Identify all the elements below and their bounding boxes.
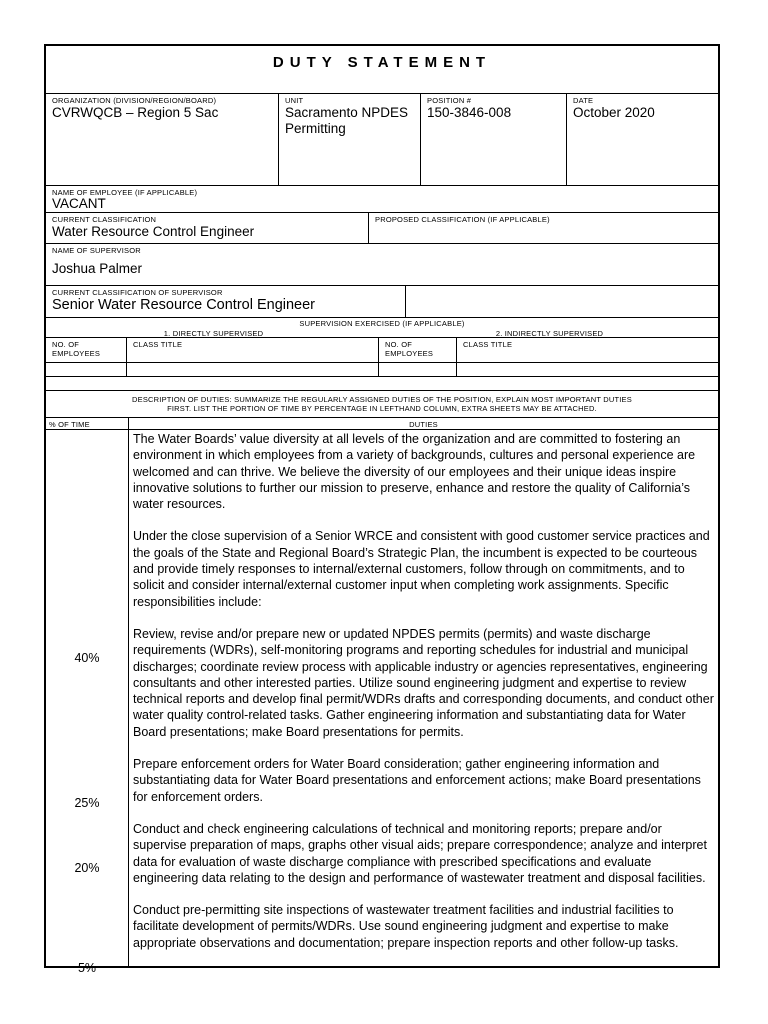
unit-cell (278, 94, 420, 185)
duty-paragraph: Conduct and check engineering calculations of technical and monitoring reports; prepare and/or supervise preparation of maps, graphs other visual aids; prepare correspondence; analyze and interpret data for evaluation of waste discharge compliance with prescribed specifications and evaluate engineering data relating to the design and performance of wastewater treatment and disposal facilities. (133, 821, 707, 885)
duties-body (46, 430, 718, 975)
duty-paragraph: Under the close supervision of a Senior WRCE and consistent with good customer service practices and the goals of the State and Regional Board’s Strategic Plan, the incumbent is expected to be courteous and provide timely responses to internal/external customers, follow through on commitments, and to solicit and consider internal/external customer input when completing work assignments. Specific responsibilities include: (133, 529, 710, 609)
duties-text-column (129, 430, 718, 966)
indirectly-supervised-cell (381, 328, 718, 337)
supervisor-label: NAME OF SUPERVISOR (52, 246, 141, 255)
current-classification-value: Water Resource Control Engineer (52, 224, 255, 239)
supervision-heading-row (46, 318, 718, 328)
duty-percent: 25% (74, 796, 100, 810)
directly-supervised-label: 1. DIRECTLY SUPERVISED (163, 329, 264, 337)
organization-label: ORGANIZATION (DIVISION/REGION/BOARD) (52, 96, 217, 105)
duty-paragraph: Prepare enforcement orders for Water Board consideration; gather engineering information and substantiating data for Water Board presentations and enforcement actions; make Board presentations for enforcement orders. (133, 757, 701, 804)
indirectly-supervised-label: 2. INDIRECTLY SUPERVISED (495, 329, 604, 337)
duty-percent: 5% (77, 961, 97, 975)
indirect-count-cell (378, 363, 456, 376)
supervisor-class-value: Senior Water Resource Control Engineer (52, 297, 316, 313)
position-label: POSITION # (427, 96, 472, 105)
form-title: DUTY STATEMENT (272, 54, 492, 71)
duties-header-row (46, 418, 718, 430)
direct-count-cell (46, 363, 126, 376)
proposed-classification-label: PROPOSED CLASSIFICATION (IF APPLICABLE) (375, 215, 550, 224)
supervisor-row (46, 244, 718, 286)
supervisor-value: Joshua Palmer (52, 261, 143, 276)
directly-supervised-cell (46, 328, 381, 337)
title-row (46, 46, 718, 94)
supervisor-class-spacer (405, 286, 469, 317)
description-line1: DESCRIPTION OF DUTIES: SUMMARIZE THE REGULARLY ASSIGNED DUTIES OF THE POSITION, EXPLAIN MOST IMPORTANT DUTIES (132, 395, 632, 404)
percent-header-cell (46, 418, 128, 429)
direct-employees-label: EMPLOYEES (52, 349, 101, 358)
employee-row (46, 186, 718, 213)
supervision-subheading-row (46, 328, 718, 338)
indirect-no-of-employees-cell (378, 338, 456, 362)
organization-value: CVRWQCB – Region 5 Sac (52, 105, 219, 120)
supervisor-class-cell (46, 286, 405, 317)
duties-header-cell (128, 418, 718, 429)
employee-value: VACANT (52, 196, 106, 211)
unit-label: UNIT (285, 96, 304, 105)
supervisor-class-row (46, 286, 718, 318)
duty-paragraph: Conduct pre-permitting site inspections of wastewater treatment facilities and industrial facilities to facilitate development of permits/WDRs. Use sound engineering judgment and expertise to make appropriate observations and documentation; prepare inspection reports and other follow-up tasks. (133, 903, 679, 950)
date-cell (566, 94, 718, 185)
direct-title-cell (126, 363, 378, 376)
duty-statement-form (44, 44, 720, 975)
employee-label: NAME OF EMPLOYEE (IF APPLICABLE) (52, 188, 198, 197)
supervision-data-row (46, 363, 718, 377)
duty-paragraph: The Water Boards’ value diversity at all levels of the organization and are committed to fostering an environment in which employees from a variety of backgrounds, cultures and personal experience are welcomed and can thrive. We believe the diversity of our employees and their unique ideas inspire innovative solutions to further our mission to preserve, enhance and restore the quality of California’s water resources. (133, 432, 696, 512)
indirect-class-title-label: CLASS TITLE (463, 340, 513, 349)
position-cell (420, 94, 566, 185)
duty-percent: 40% (74, 651, 100, 665)
supervisor-class-label: CURRENT CLASSIFICATION OF SUPERVISOR (52, 288, 223, 297)
description-line2: FIRST. LIST THE PORTION OF TIME BY PERCENTAGE IN LEFTHAND COLUMN, EXTRA SHEETS MAY BE ATTACHED. (167, 404, 597, 413)
indirect-class-title-cell (456, 338, 718, 362)
duties-header: DUTIES (409, 420, 438, 429)
header-row (46, 94, 718, 186)
indirect-title-cell (456, 363, 718, 376)
supervision-heading: SUPERVISION EXERCISED (IF APPLICABLE) (299, 319, 465, 328)
date-label: DATE (573, 96, 594, 105)
unit-value-line2: Permitting (285, 121, 346, 136)
date-value: October 2020 (573, 105, 655, 120)
direct-no-of-employees-cell (46, 338, 126, 362)
current-classification-cell (46, 213, 368, 243)
indirect-employees-label: EMPLOYEES (385, 349, 434, 358)
description-row (46, 391, 718, 418)
duty-percent: 20% (74, 861, 100, 875)
percent-header: % OF TIME (49, 420, 90, 429)
spacer-row (46, 377, 718, 391)
direct-class-title-cell (126, 338, 378, 362)
indirect-no-of-label: NO. OF (385, 340, 413, 349)
supervision-columns-row (46, 338, 718, 363)
proposed-classification-cell (368, 213, 718, 243)
classification-row (46, 213, 718, 244)
current-classification-label: CURRENT CLASSIFICATION (52, 215, 157, 224)
organization-cell (46, 94, 278, 185)
duty-paragraph: Review, revise and/or prepare new or updated NPDES permits (permits) and waste discharge requirements (WDRs), self-monitoring programs and reporting schedules for industrial and municipal discharges; coordinate review process with applicable industry or agencies representatives, engineering consultants and other interested parties. Utilize sound engineering judgment and expertise to review technical reports and develop final permit/WDRs drafts and corresponding documents, and conduct other water quality control-related tasks. Gather engineering information and substantiating data for Water Board presentations; make Board presentations for permits. (133, 626, 714, 739)
position-value: 150-3846-008 (427, 105, 512, 120)
direct-class-title-label: CLASS TITLE (133, 340, 183, 349)
direct-no-of-label: NO. OF (52, 340, 80, 349)
unit-value-line1: Sacramento NPDES (285, 105, 409, 120)
